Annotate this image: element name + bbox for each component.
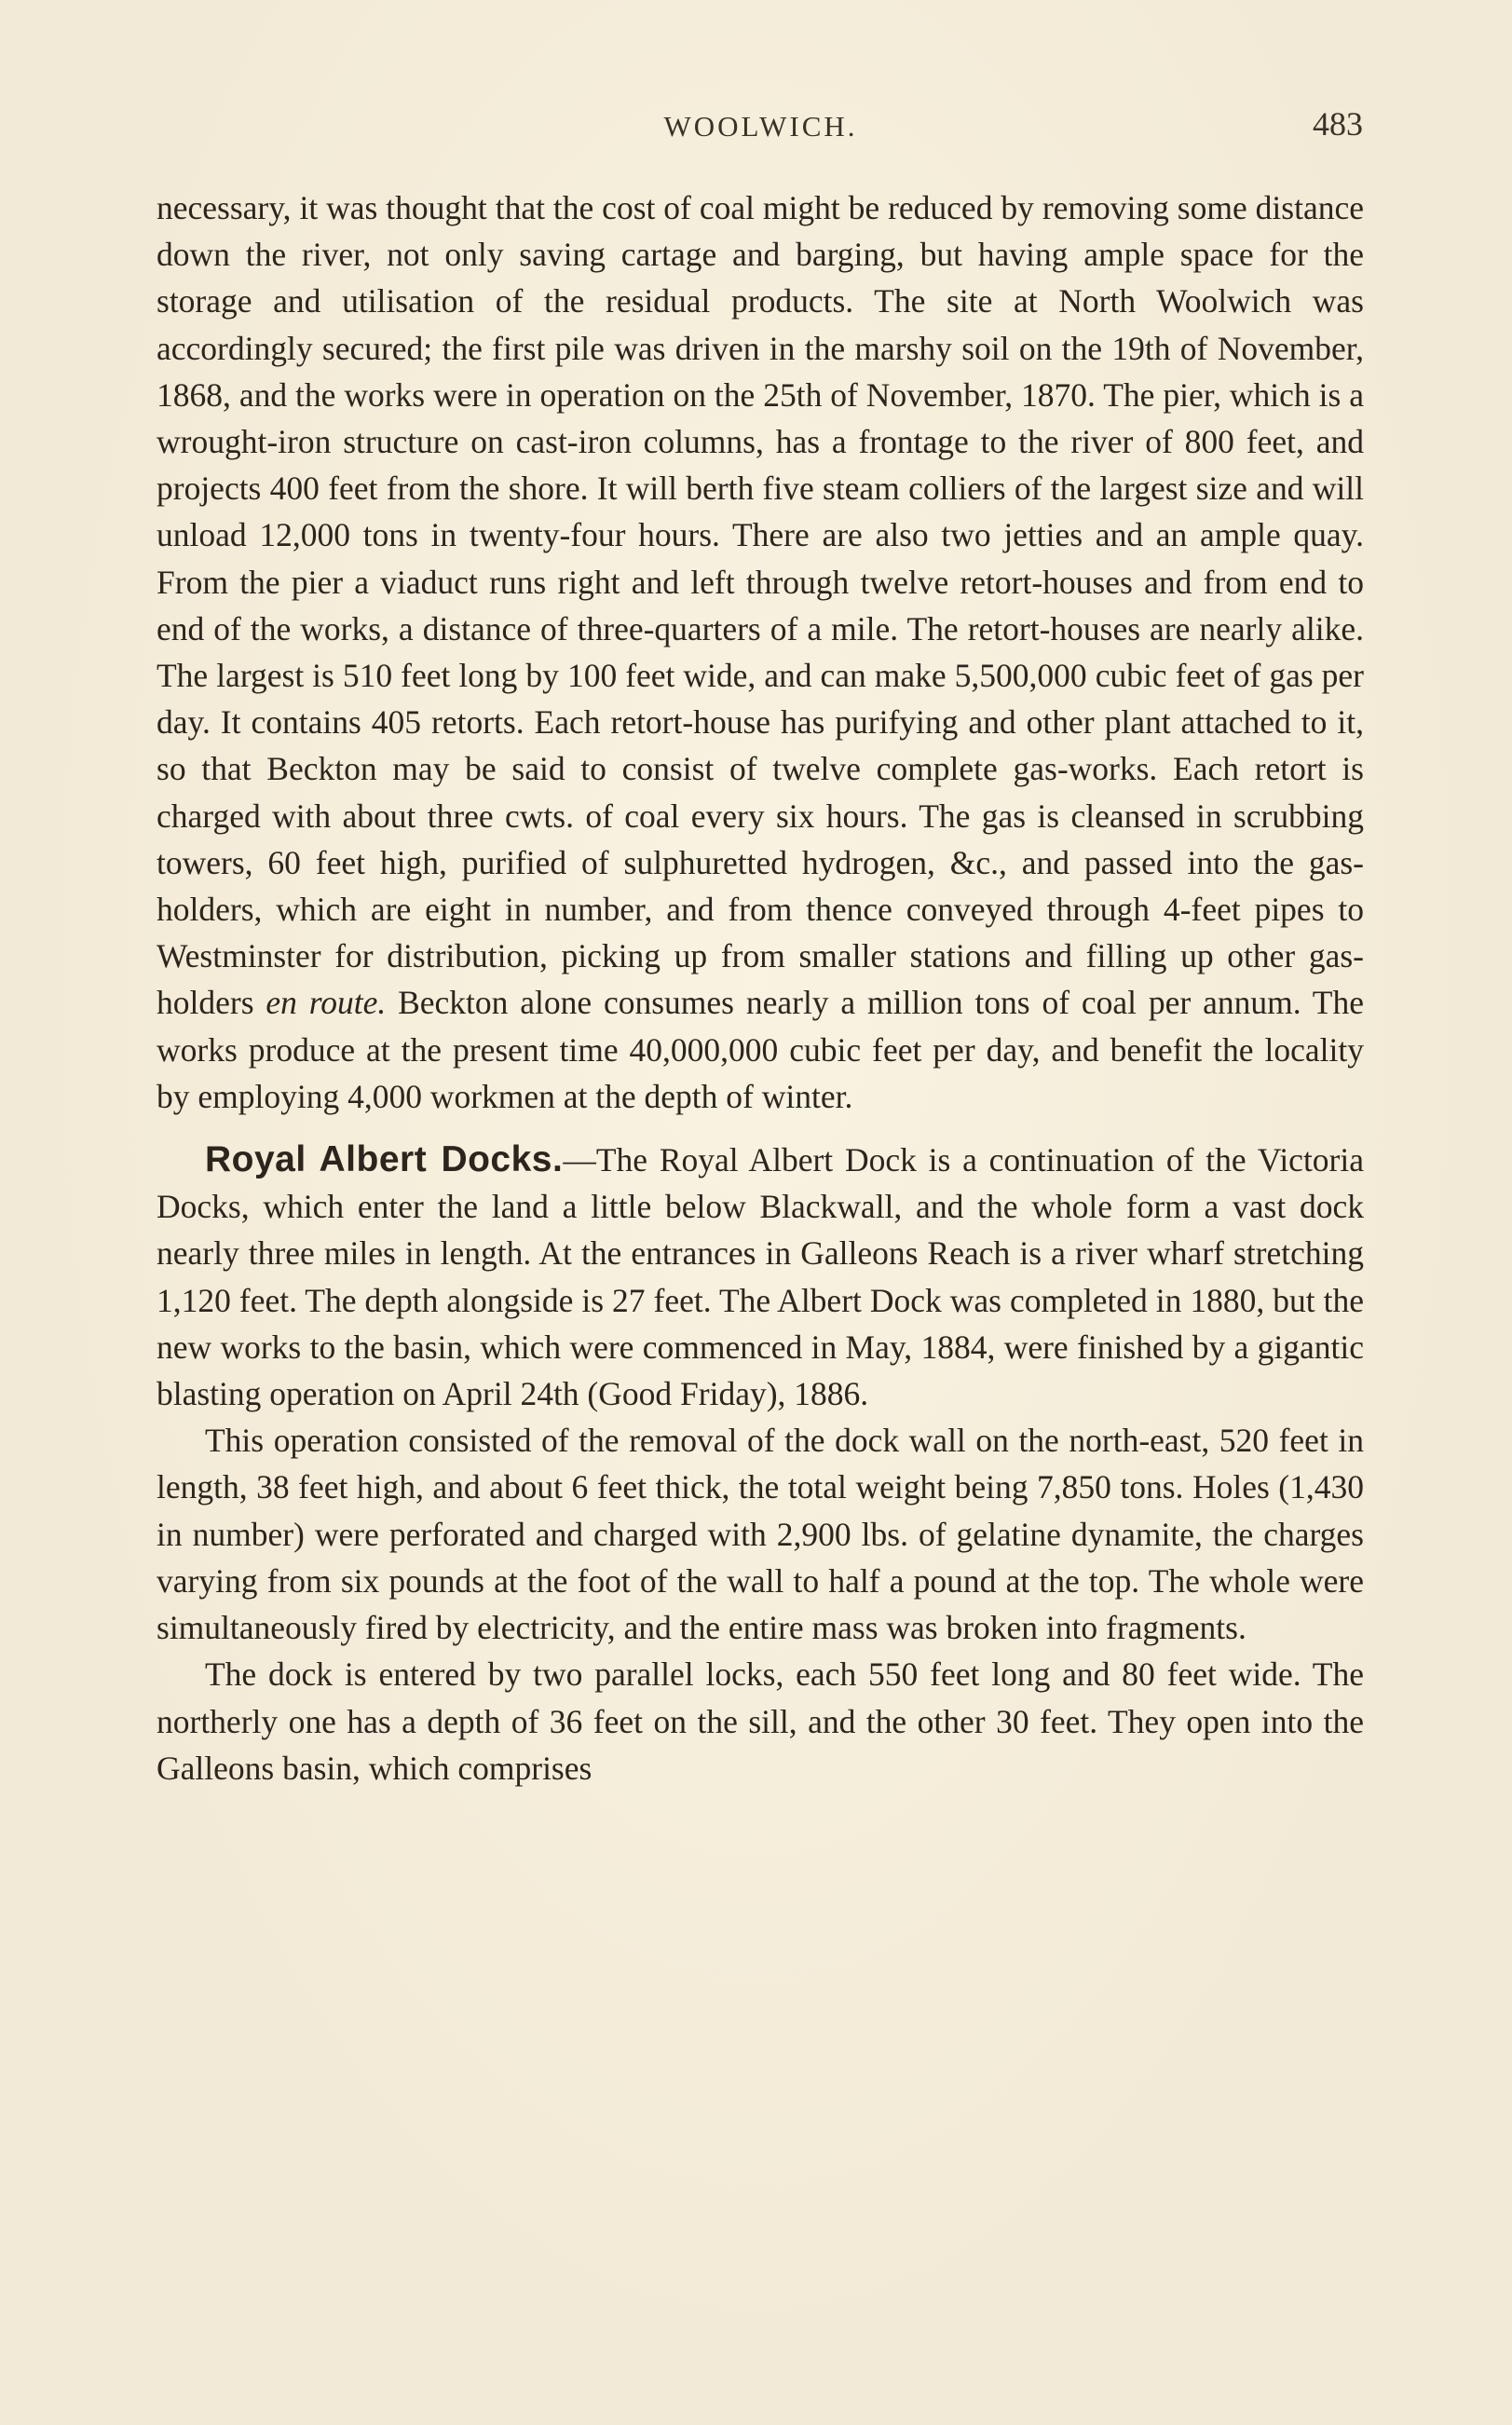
running-head (158, 104, 1363, 151)
paragraph-text: necessary, it was thought that the cost of coal might be reduced by removing some distance down the river, not only saving cartage and barging, but having ample space for the storage and utilisation of the residual products. The site at North Woolwich was accordingly secured; the first pile was driven in the marshy soil on the 19th of November, 1868, and the works were in operation on the 25th of November, 1870. The pier, which is a wrought-iron structure on cast-iron columns, has a frontage to the river of 800 feet, and projects 400 feet from the shore. It will berth five steam colliers of the largest size and will unload 12,000 tons in twenty-four hours. There are also two jetties and an ample quay. From the pier a viaduct runs right and left through twelve retort-houses and from end to end of the works, a distance of three-quarters of a mile. The retort-houses are nearly alike. The largest is 510 feet long by 100 feet wide, and can make 5,500,000 cubic feet of gas per day. It contains 405 retorts. Each retort-house has purifying and other plant attached to it, so that Beckton may be said to consist of twelve complete gas-works. Each retort is charged with about three cwts. of coal every six hours. The gas is cleansed in scrubbing towers, 60 feet high, purified of sulphuretted hydrogen, &c., and passed into the gas-holders, which are eight in number, and from thence conveyed through 4-feet pipes to Westminster for distribution, picking up from smaller stations and filling up other gas-holders (157, 189, 1364, 1022)
section-heading: Royal Albert Docks. (205, 1139, 564, 1180)
italic-phrase: en route. (266, 984, 387, 1022)
body-text (157, 184, 1364, 1792)
paragraph-royal-albert-docks (157, 1137, 1364, 1417)
paragraph-blasting-operation: This operation consisted of the removal of the dock wall on the north-east, 520 feet in length, 38 feet high, and about 6 feet thick, the total weight being 7,850 tons. Holes (1,430 in number) were perforated and charged with 2,900 lbs. of gelatine dynamite, the charges varying from six pounds at the foot of the wall to half a pound at the top. The whole were simultaneously fired by electricity, and the entire mass was broken into fragments. (157, 1422, 1364, 1647)
running-title: WOOLWICH. (663, 110, 858, 143)
paragraph-text: Beckton alone consumes nearly a million tons of coal per annum. The works produce at the present time 40,000,000 cubic feet per day, and benefit the locality by employing 4,000 workmen at the depth of winter. (157, 984, 1364, 1115)
paragraph-locks: The dock is entered by two parallel locks, each 550 feet long and 80 feet wide. The northerly one has a depth of 36 feet on the sill, and the other 30 feet. They open into the Galleons basin, which comprises (157, 1655, 1364, 1787)
paragraph-beckton (157, 184, 1364, 1120)
page-number: 483 (1313, 105, 1363, 143)
paragraph-text: —The Royal Albert Dock is a continuation of the Victoria Docks, which enter the land a little below Blackwall, and the whole form a vast dock nearly three miles in length. At the entrances in Galleons Reach is a river wharf stretching 1,120 feet. The depth alongside is 27 feet. The Albert Dock was completed in 1880, but the new works to the basin, which were commenced in May, 1884, were finished by a gigantic blasting operation on April 24th (Good Friday), 1886. (157, 1141, 1364, 1413)
